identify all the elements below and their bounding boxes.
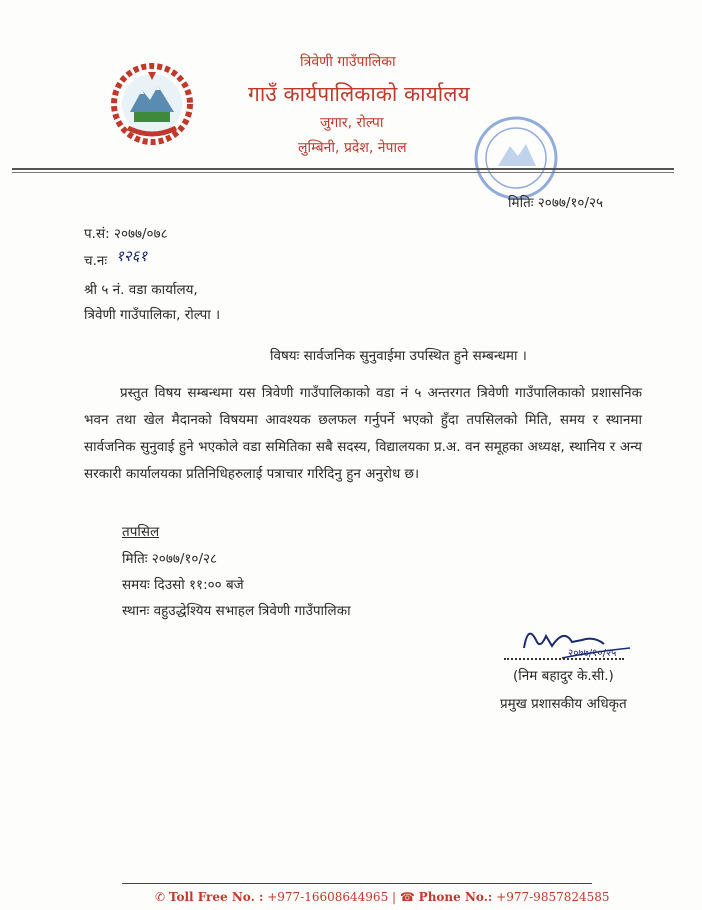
body-paragraph: प्रस्तुत विषय सम्बन्धमा यस त्रिवेणी गाउँपालिकाको वडा नं ५ अन्तरगत त्रिवेणी गाउँपालिकाको प्रशासनिक भवन तथा खेल मैदानको विषयमा आवश्यक छलफल गर्नुपर्ने भएको हुँदा तपसिलको मिति, समय र स्थानमा सार्वजनिक सुनुवाई हुने भएकोले वडा समितिका सबै सदस्य, विद्यालयका प्र.अ. वन समूहका अध्यक्ष, स्थानिय र अन्य सरकारी कार्यालयका प्रतिनिधिहरुलाई पत्राचार गरिदिनु हुन अनुरोध छ। bbox=[84, 385, 642, 482]
recipient-line-1: श्री ५ नं. वडा कार्यालय, bbox=[84, 282, 198, 298]
details-heading: तपसिल bbox=[122, 524, 160, 540]
official-stamp-icon bbox=[468, 110, 564, 206]
address-line-1: जुगार, रोल्पा bbox=[320, 115, 384, 131]
letter-date: मितिः २०७७/१०/२५ bbox=[508, 195, 604, 211]
details-time: समयः दिउसो ११:०० बजे bbox=[122, 577, 244, 593]
recipient-line-2: त्रिवेणी गाउँपालिका, रोल्पा । bbox=[84, 307, 221, 323]
tollfree-value: +977-16608644965 bbox=[267, 890, 389, 904]
footer-divider bbox=[122, 883, 592, 884]
details-date: मितिः २०७७/१०/२८ bbox=[122, 551, 218, 567]
phone-label: Phone No.: bbox=[418, 890, 493, 904]
subject-line: विषयः सार्वजनिक सुनुवाईमा उपस्थित हुने सम्बन्धमा । bbox=[270, 348, 527, 364]
tollfree-label: Toll Free No. : bbox=[168, 890, 264, 904]
signer-designation: प्रमुख प्रशासकीय अधिकृत bbox=[500, 696, 627, 712]
office-title: गाउँ कार्यपालिकाको कार्यालय bbox=[248, 82, 470, 106]
nepal-emblem-icon bbox=[108, 60, 196, 148]
municipality-name: त्रिवेणी गाउँपालिका bbox=[300, 54, 396, 70]
dispatch-label: च.नः bbox=[84, 253, 108, 269]
signature-dotted-line bbox=[504, 658, 624, 660]
address-line-2: लुम्बिनी, प्रदेश, नेपाल bbox=[298, 140, 407, 156]
dispatch-number: १२६१ bbox=[116, 247, 148, 265]
phone-circle-icon: ✆ bbox=[155, 890, 166, 904]
footer-contact bbox=[155, 890, 610, 904]
phone-value: +977-9857824585 bbox=[496, 890, 610, 904]
phone-icon: ☎ bbox=[399, 890, 415, 904]
footer-separator: | bbox=[392, 890, 400, 904]
header-divider bbox=[12, 168, 674, 170]
details-place: स्थानः वहुउद्धेश्यिय सभाहल त्रिवेणी गाउँपालिका bbox=[122, 603, 351, 619]
signature-date: २०७७/१०/२५ bbox=[568, 648, 617, 659]
header-divider-thin bbox=[12, 172, 674, 173]
reference-number: प.सं: २०७७/०७८ bbox=[84, 226, 168, 242]
signer-name: (निम बहादुर के.सी.) bbox=[513, 668, 614, 684]
